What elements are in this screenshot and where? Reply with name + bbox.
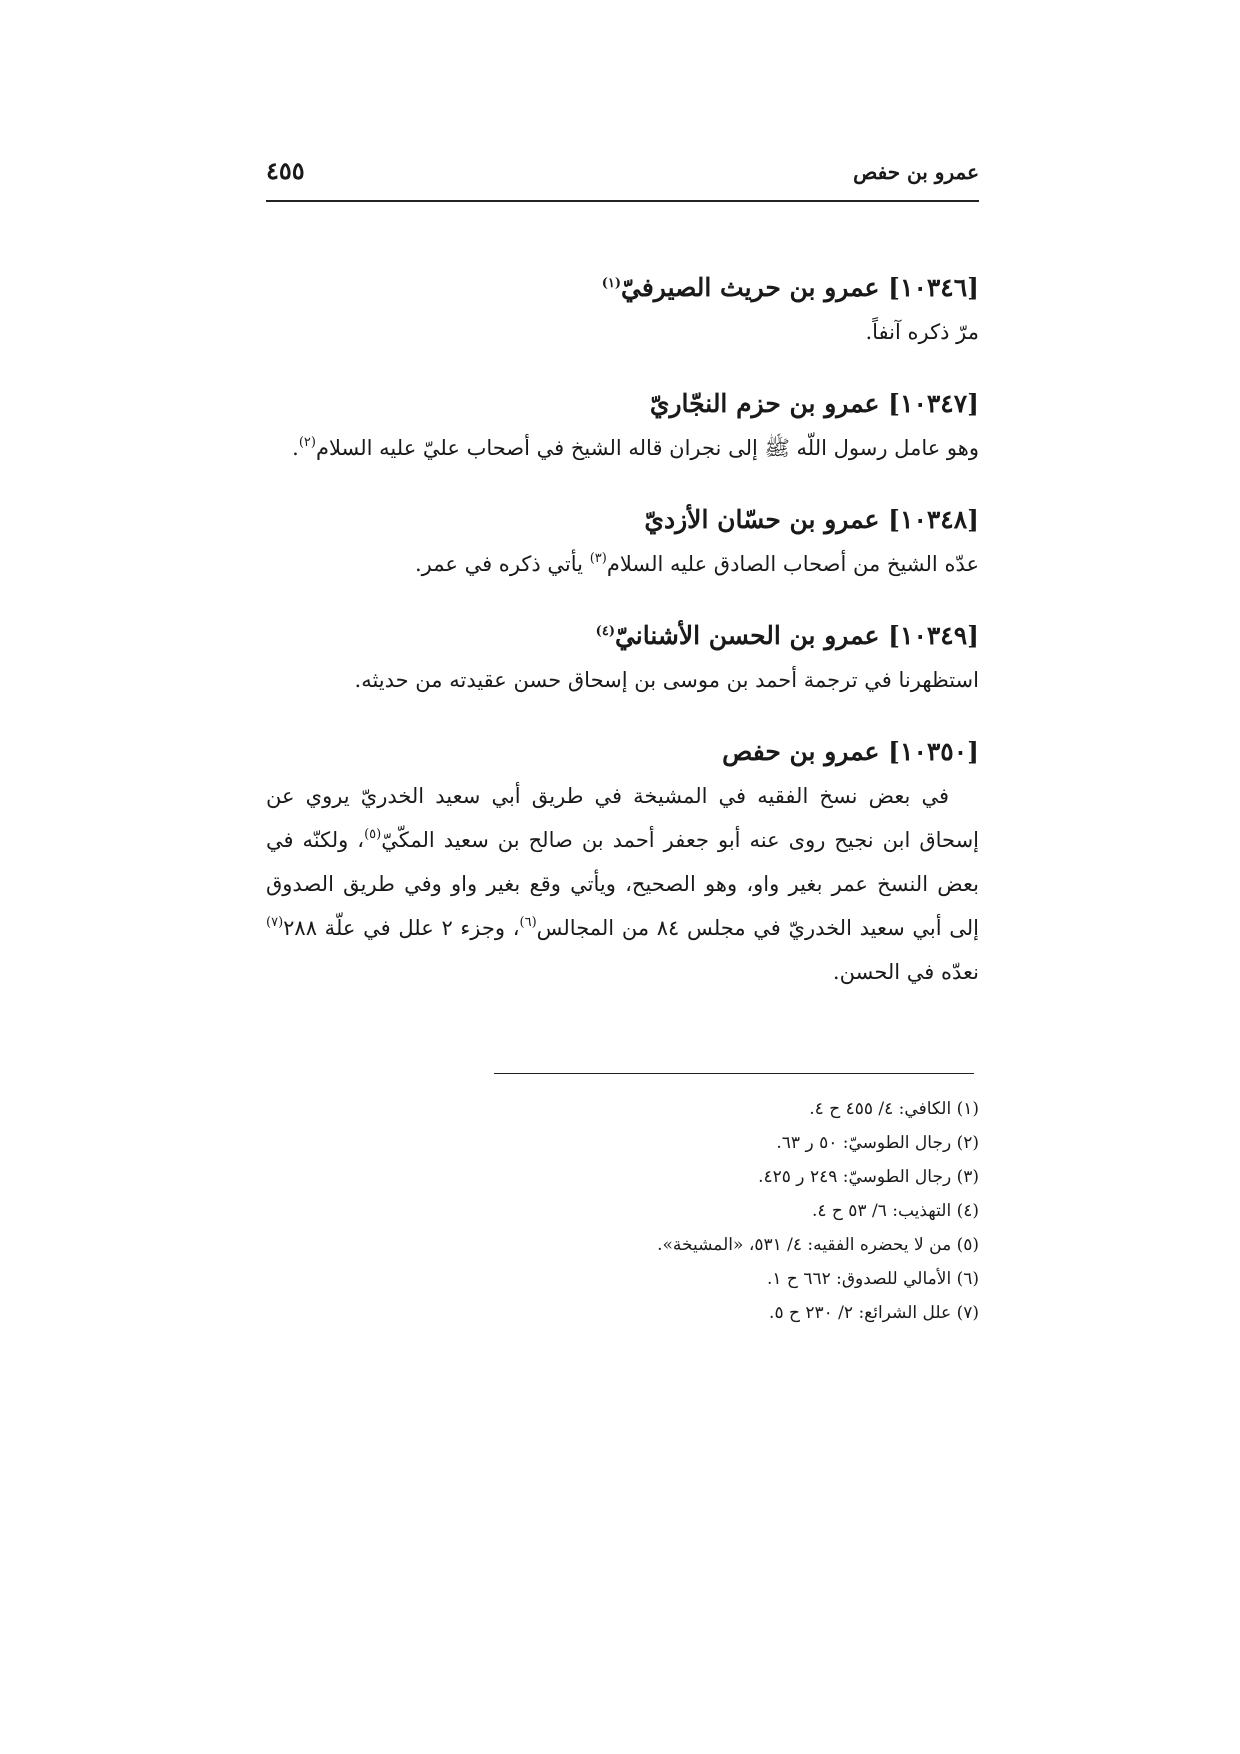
- footnote-6: (٦) الأمالي للصدوق: ٦٦٢ ح ١.: [766, 1269, 979, 1289]
- entry-10349: [266, 614, 979, 702]
- main-text: [266, 266, 979, 1022]
- footnote-ref[interactable]: (٧): [266, 915, 284, 930]
- entry-heading: [266, 266, 979, 310]
- running-header: [266, 150, 979, 202]
- entry-name: عمرو بن حزم النجّاريّ: [649, 389, 880, 418]
- entry-10347: [266, 382, 979, 470]
- footnote-ref[interactable]: (١): [601, 276, 621, 291]
- entry-10346: [266, 266, 979, 354]
- footnote-7: (٧) علل الشرائع: ٢/ ٢٣٠ ح ٥.: [769, 1303, 979, 1323]
- entry-10348: [266, 498, 979, 586]
- entry-heading: [266, 498, 979, 542]
- running-title: عمرو بن حفص: [853, 160, 979, 184]
- entry-name: عمرو بن حسّان الأزديّ: [644, 505, 880, 534]
- entry-number: [١٠٣٤٧]: [888, 389, 979, 418]
- entry-name: عمرو بن حريث الصيرفيّ: [620, 273, 880, 302]
- entry-number: [١٠٣٤٨]: [888, 505, 979, 534]
- entry-number: [١٠٣٥٠]: [888, 737, 979, 766]
- footnote-2: (٢) رجال الطوسيّ: ٥٠ ر ٦٣.: [776, 1133, 979, 1153]
- footnote-divider: [494, 1073, 974, 1074]
- entry-text: استظهرنا في ترجمة أحمد بن موسى بن إسحاق حسن عقيدته من حديثه.: [354, 668, 979, 692]
- footnote-5: (٥) من لا يحضره الفقيه: ٤/ ٥٣١، «المشيخة».: [657, 1235, 979, 1255]
- entry-name: عمرو بن حفص: [722, 737, 880, 766]
- entry-number: [١٠٣٤٦]: [888, 273, 979, 302]
- entry-text: مرّ ذكره آنفاً.: [865, 320, 979, 344]
- footnote-ref[interactable]: (٥): [364, 827, 382, 842]
- footnote-1: (١) الكافي: ٤/ ٤٥٥ ح ٤.: [809, 1099, 979, 1119]
- footnote-3: (٣) رجال الطوسيّ: ٢٤٩ ر ٤٢٥.: [758, 1167, 979, 1187]
- footnote-ref[interactable]: (٢): [298, 435, 316, 450]
- entry-text: وهو عامل رسول اللّه ﷺ إلى نجران قاله الشيخ في أصحاب عليّ عليه السلام$^{(٢)}$.: [292, 435, 979, 460]
- footnote-ref[interactable]: (٤): [595, 624, 615, 639]
- entry-heading: [266, 614, 979, 658]
- entry-number: [١٠٣٤٩]: [888, 621, 979, 650]
- page-number: ٤٥٥: [266, 156, 305, 185]
- footnotes: [266, 1092, 979, 1330]
- entry-text: في بعض نسخ الفقيه في المشيخة في طريق أبي سعيد الخدريّ يروي عن إسحاق ابن نجيح روى عنه أبو جعفر أحمد بن صالح بن سعيد المكّيّ$^{(٥)}$، ولكنّه في بعض النسخ عمر بغير واو، وهو الصحيح، ويأتي وقع بغير واو وفي طريق الصدوق إلى أبي سعيد الخدريّ في مجلس ٨٤ من المجالس$^{(٦)}$، وجزء ٢ علل في علّة ٢٨٨$^{(٧)}$ نعدّه في الحسن.: [266, 784, 980, 984]
- entry-name: عمرو بن الحسن الأشنانيّ: [614, 621, 880, 650]
- footnote-ref[interactable]: (٦): [519, 915, 537, 930]
- entry-heading: [266, 382, 979, 426]
- entry-text: عدّه الشيخ من أصحاب الصادق عليه السلام$^{(٣)}$ يأتي ذكره في عمر.: [414, 551, 979, 576]
- footnote-ref[interactable]: (٣): [589, 551, 607, 566]
- entry-10350: [266, 730, 979, 994]
- entry-heading: [266, 730, 979, 774]
- footnote-4: (٤) التهذيب: ٦/ ٥٣ ح ٤.: [811, 1201, 979, 1221]
